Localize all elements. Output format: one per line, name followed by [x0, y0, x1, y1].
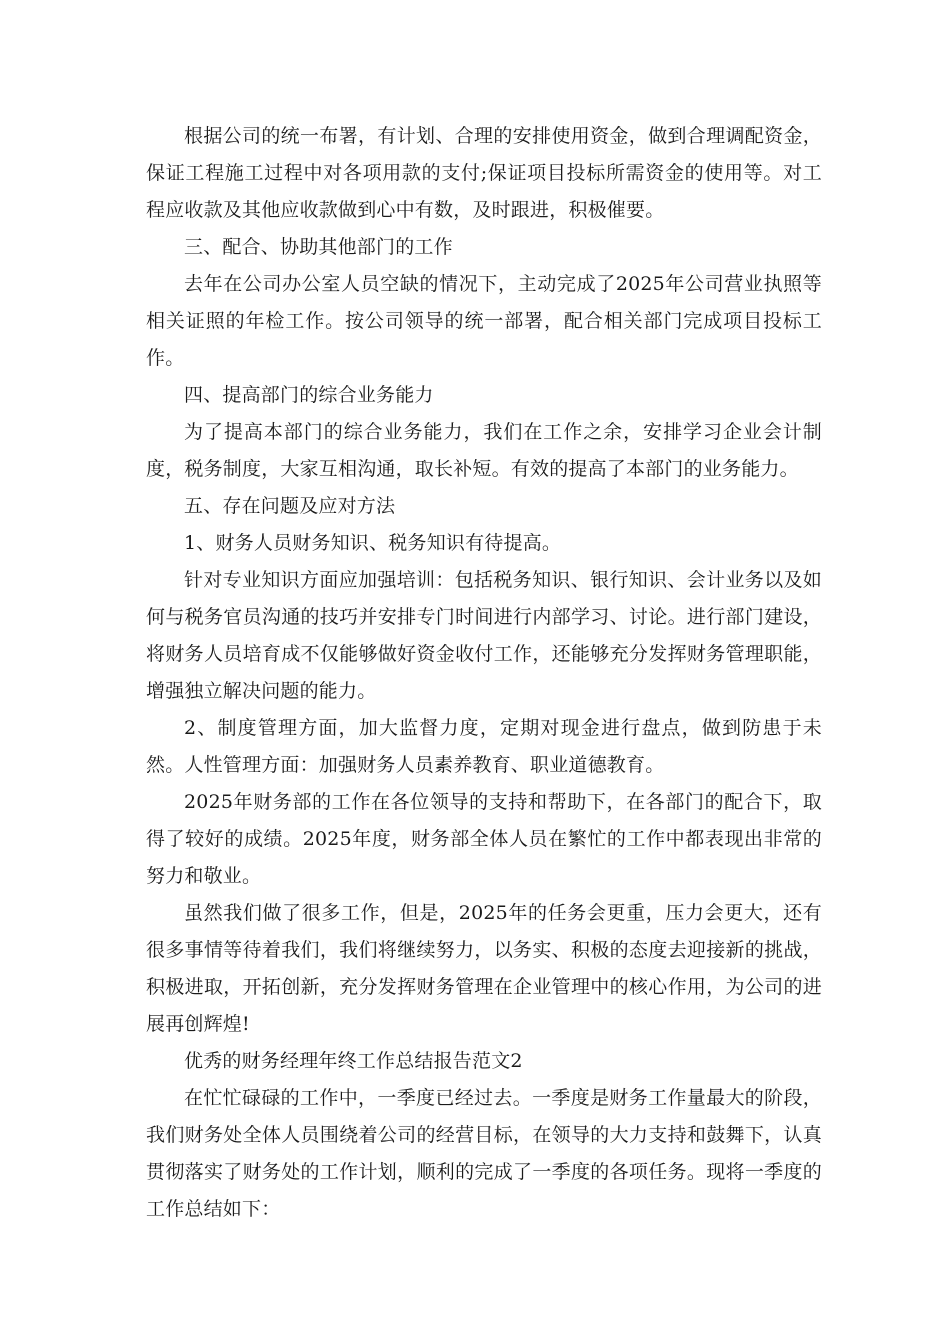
paragraph-fund-allocation: 根据公司的统一布署，有计划、合理的安排使用资金，做到合理调配资金，保证工程施工过程中对各项用款的支付;保证项目投标所需资金的使用等。对工程应收款及其他应收款做到心中有数，及时跟进，积极催要。 — [146, 125, 822, 221]
document-subtitle: 优秀的财务经理年终工作总结报告范文2 — [184, 1050, 523, 1072]
section-heading-3: 三、配合、协助其他部门的工作 — [184, 236, 453, 258]
section-heading-4: 四、提高部门的综合业务能力 — [184, 384, 434, 406]
list-item-1: 1、财务人员财务知识、税务知识有待提高。 — [184, 532, 562, 554]
section-heading-5: 五、存在问题及应对方法 — [184, 495, 396, 517]
paragraph-license-inspection: 去年在公司办公室人员空缺的情况下，主动完成了2025年公司营业执照等相关证照的年检工作。按公司领导的统一部署，配合相关部门完成项目投标工作。 — [146, 273, 822, 369]
paragraph-training: 针对专业知识方面应加强培训：包括税务知识、银行知识、会计业务以及如何与税务官员沟通的技巧并安排专门时间进行内部学习、讨论。进行部门建设，将财务人员培育成不仅能够做好资金收付工作，还能够充分发挥财务管理职能，增强独立解决问题的能力。 — [146, 569, 822, 702]
paragraph-outlook: 虽然我们做了很多工作，但是，2025年的任务会更重，压力会更大，还有很多事情等待着我们，我们将继续努力，以务实、积极的态度去迎接新的挑战，积极进取，开拓创新，充分发挥财务管理在企业管理中的核心作用，为公司的进展再创辉煌! — [146, 902, 822, 1035]
paragraph-capability: 为了提高本部门的综合业务能力，我们在工作之余，安排学习企业会计制度，税务制度，大家互相沟通，取长补短。有效的提高了本部门的业务能力。 — [146, 421, 822, 480]
list-item-2: 2、制度管理方面，加大监督力度，定期对现金进行盘点，做到防患于未然。人性管理方面：加强财务人员素养教育、职业道德教育。 — [146, 717, 822, 776]
paragraph-q1-summary: 在忙忙碌碌的工作中，一季度已经过去。一季度是财务工作量最大的阶段，我们财务处全体人员围绕着公司的经营目标，在领导的大力支持和鼓舞下，认真贯彻落实了财务处的工作计划，顺利的完成了一季度的各项任务。现将一季度的工作总结如下： — [146, 1087, 822, 1220]
document-body — [146, 118, 822, 1228]
paragraph-achievements: 2025年财务部的工作在各位领导的支持和帮助下，在各部门的配合下，取得了较好的成绩。2025年度，财务部全体人员在繁忙的工作中都表现出非常的努力和敬业。 — [146, 791, 822, 887]
